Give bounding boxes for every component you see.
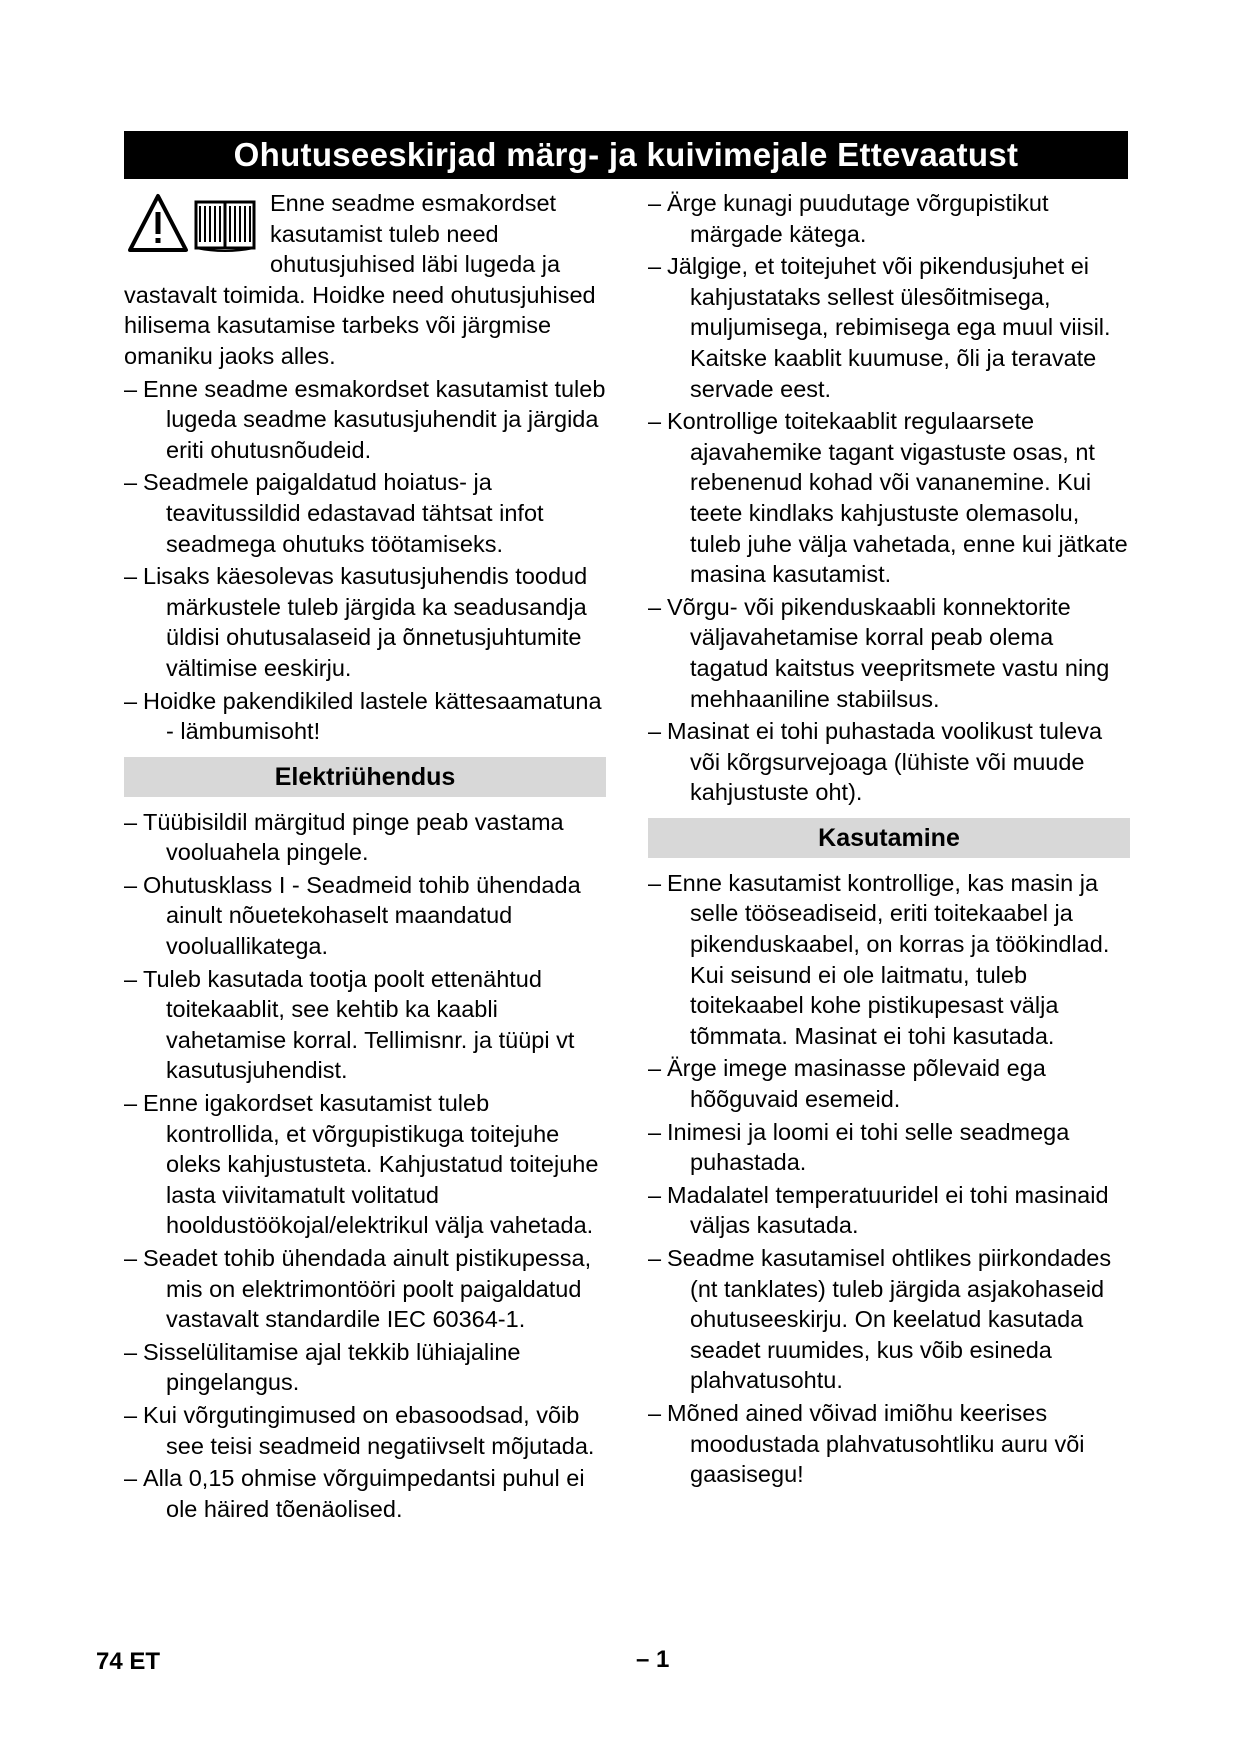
- list-item: [124, 807, 606, 868]
- item-text: Lisaks käesolevas kasutusjuhendis toodud märkustele tuleb järgida ka seadusandja üldisi ohutusalaseid ja õnnetusjuhtumite vältimise eeskirju.: [143, 563, 588, 681]
- list-item: [648, 1053, 1130, 1114]
- dash: –: [648, 190, 662, 216]
- list-item: [124, 964, 606, 1086]
- list-item: [124, 686, 606, 747]
- dash: –: [648, 718, 662, 745]
- item-text: Enne seadme esmakordset kasutamist tuleb lugeda seadme kasutusjuhendit ja järgida eriti ohutusnõudeid.: [143, 375, 606, 463]
- item-text: Tuleb kasutada tootja poolt ettenähtud toitekaablit, see kehtib ka kaabli vahetamise korral. Tellimisnr. ja tüüpi vt kasutusjuhendist.: [143, 965, 575, 1084]
- dash: –: [124, 1338, 138, 1365]
- item-text: Sisselülitamise ajal tekkib lühiajaline pingelangus.: [143, 1338, 521, 1396]
- item-text: Enne kasutamist kontrollige, kas masin ja selle tööseadiseid, eriti toitekaabel ja pikenduskaabel, on korras ja töökindlad. Kui seisund ei ole laitmatu, tuleb toitekaabel kohe pistikupesast välja tõmmata. Masinat ei tohi kasutada.: [667, 869, 1110, 1049]
- list-item: [124, 561, 606, 683]
- list-item: [648, 1117, 1130, 1178]
- list-item: [124, 1463, 606, 1524]
- list-item: [648, 868, 1130, 1052]
- item-text: Alla 0,15 ohmise võrguimpedantsi puhul ei ole häired tõenäolised.: [143, 1465, 585, 1522]
- dash: –: [124, 687, 138, 714]
- dash: –: [124, 871, 138, 898]
- item-text: Ärge imege masinasse põlevaid ega hõõguvaid esemeid.: [667, 1055, 1046, 1113]
- list-item: [648, 1243, 1130, 1396]
- dash: –: [124, 563, 138, 590]
- dash: –: [124, 1245, 138, 1271]
- dash: –: [124, 1090, 138, 1117]
- dash: –: [648, 1055, 662, 1082]
- item-text: Ärge kunagi puudutage võrgupistikut märgade kätega.: [667, 190, 1049, 247]
- item-text: Jälgige, et toitejuhet või pikendusjuhet ei kahjustataks sellest ülesõitmisega, muljumisega, rebimisega ega muul viisil. Kaitske kaablit kuumuse, õli ja teravate servade eest.: [667, 253, 1111, 402]
- dash: –: [648, 869, 662, 896]
- manual-book-icon: [196, 202, 254, 251]
- item-text: Enne igakordset kasutamist tuleb kontrollida, et võrgupistikuga toitejuhe oleks kahjustusteta. Kahjustatud toitejuhe lasta viivitamatult volitatud hooldustöökojal/elektrikul välja vahetada.: [143, 1090, 599, 1239]
- dash: –: [124, 375, 138, 402]
- item-text: Hoidke pakendikiled lastele kättesaamatuna - lämbumisoht!: [143, 687, 602, 745]
- left-column: [124, 188, 606, 1526]
- list-item: [124, 1088, 606, 1241]
- dash: –: [648, 1181, 662, 1208]
- intro-text: Enne seadme esmakordset kasutamist tuleb need ohutusjuhised läbi lugeda ja vastavalt toimida. Hoidke need ohutusjuhised hilisema kasutamise tarbeks või järgmise omaniku jaoks alles.: [124, 190, 596, 369]
- dash: –: [124, 808, 138, 835]
- item-text: Kui võrgutingimused on ebasoodsad, võib see teisi seadmeid negatiivselt mõjutada.: [143, 1401, 595, 1459]
- list-item: [124, 467, 606, 559]
- warning-icons: [128, 192, 258, 254]
- section-heading-elektriuhendus: Elektriühendus: [124, 757, 606, 797]
- list-item: [648, 251, 1130, 404]
- dash: –: [124, 965, 138, 992]
- dash: –: [648, 253, 662, 280]
- dash: –: [124, 469, 138, 496]
- item-text: Võrgu- või pikenduskaabli konnektorite väljavahetamise korral peab olema tagatud kaitstus veepritsmete vastu ning mehhaaniline stabiilsus.: [667, 593, 1110, 712]
- page-title: Ohutuseeskirjad märg- ja kuivimejale Ettevaatust: [124, 131, 1128, 179]
- section-heading-kasutamine: Kasutamine: [648, 818, 1130, 858]
- list-item: [124, 870, 606, 962]
- item-text: Inimesi ja loomi ei tohi selle seadmega puhastada.: [667, 1118, 1070, 1176]
- warning-triangle-icon: [130, 196, 186, 250]
- item-text: Seadet tohib ühendada ainult pistikupessa, mis on elektrimontööri poolt paigaldatud vastavalt standardile IEC 60364-1.: [143, 1245, 592, 1333]
- dash: –: [124, 1401, 138, 1428]
- dash: –: [648, 1118, 662, 1145]
- right-column: [648, 188, 1130, 1492]
- dash: –: [648, 593, 662, 620]
- list-item: [648, 716, 1130, 808]
- item-text: Seadmele paigaldatud hoiatus- ja teavitussildid edastavad tähtsat infot seadmega ohutuks töötamiseks.: [143, 469, 544, 557]
- item-text: Mõned ained võivad imiõhu keerises moodustada plahvatusohtliku auru või gaasisegu!: [667, 1399, 1085, 1488]
- list-item: [124, 1243, 606, 1335]
- dash: –: [648, 1245, 662, 1271]
- list-item: [648, 188, 1130, 249]
- list-item: [648, 1398, 1130, 1490]
- list-item: [124, 1337, 606, 1398]
- page-sub-number: – 1: [636, 1646, 670, 1673]
- list-item: [648, 592, 1130, 714]
- item-text: Madalatel temperatuuridel ei tohi masinaid väljas kasutada.: [667, 1181, 1109, 1239]
- item-text: Kontrollige toitekaablit regulaarsete ajavahemike tagant vigastuste osas, nt rebenenud kohad või vananemine. Kui teete kindlaks kahjustuste olemasolu, tuleb juhe välja vahetada, enne kui jätkate masina kasutamist.: [667, 408, 1128, 588]
- dash: –: [648, 1399, 662, 1426]
- list-item: [648, 1180, 1130, 1241]
- intro-block: [124, 188, 606, 372]
- list-item: [648, 406, 1130, 590]
- page-number-label: 74 ET: [96, 1648, 161, 1675]
- list-item: [124, 1400, 606, 1461]
- item-text: Tüübisildil märgitud pinge peab vastama vooluahela pingele.: [143, 808, 564, 866]
- dash: –: [124, 1465, 138, 1492]
- item-text: Masinat ei tohi puhastada voolikust tuleva või kõrgsurvejoaga (lühiste või muude kahjustuste oht).: [667, 718, 1103, 806]
- item-text: Ohutusklass I - Seadmeid tohib ühendada ainult nõuetekohaselt maandatud vooluallikatega.: [143, 871, 581, 960]
- item-text: Seadme kasutamisel ohtlikes piirkondades (nt tanklates) tuleb järgida asjakohaseid ohutuseeskirju. On keelatud kasutada seadet ruumides, kus võib esineda plahvatusohtu.: [667, 1245, 1112, 1394]
- list-item: [124, 374, 606, 466]
- dash: –: [648, 408, 662, 435]
